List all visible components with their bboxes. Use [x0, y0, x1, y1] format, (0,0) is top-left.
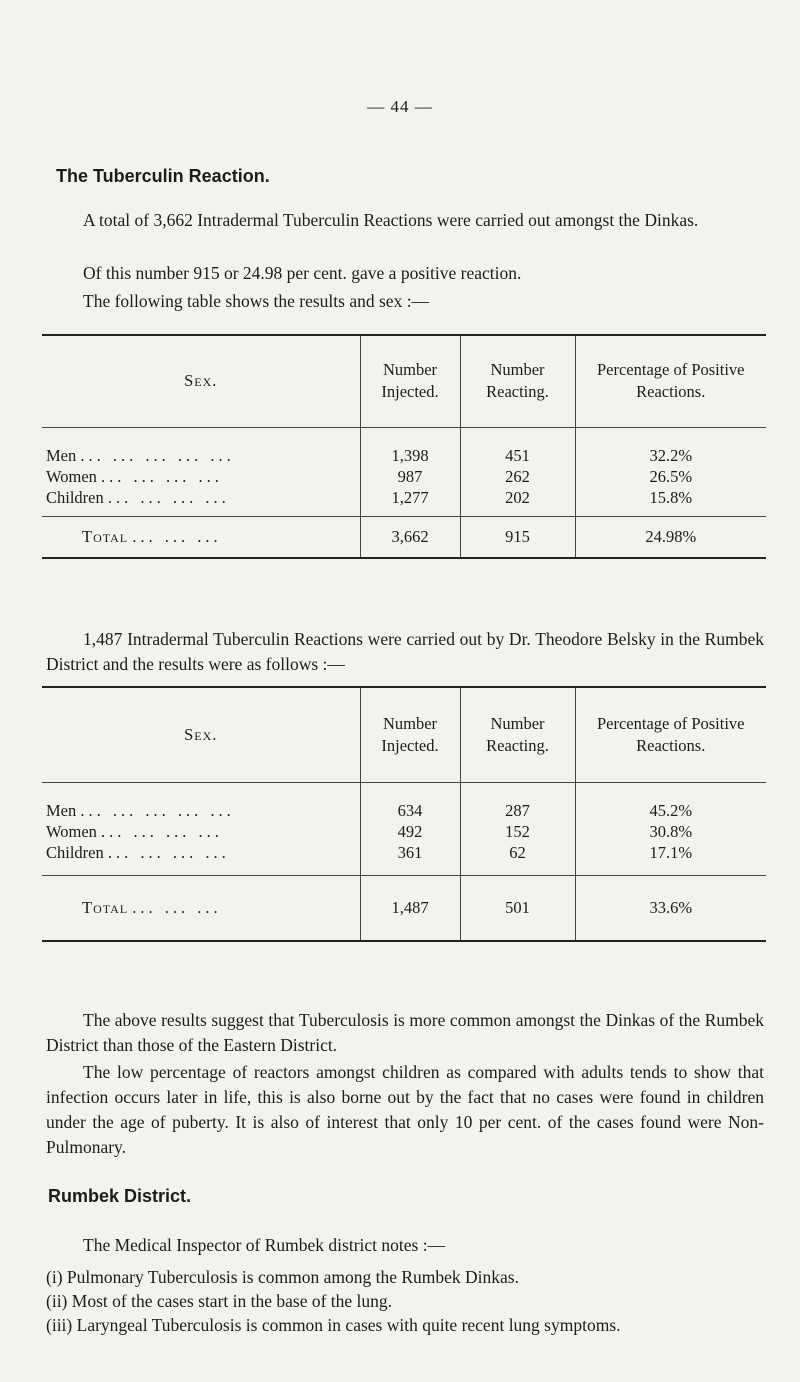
paragraph-inspector-notes: The Medical Inspector of Rumbek district notes :— — [83, 1235, 446, 1255]
list-item — [46, 1265, 766, 1289]
table-header-row — [42, 687, 766, 782]
column-header-sex: Sex. — [42, 687, 360, 782]
column-header-reacting: Number Reacting. — [460, 687, 575, 782]
row-label: Men — [46, 446, 77, 465]
total-percentage: 33.6% — [575, 875, 766, 941]
cell-percentage: 32.2% — [575, 445, 766, 466]
cell-percentage: 15.8% — [575, 487, 766, 508]
paragraph-rumbek-reactions: 1,487 Intradermal Tuberculin Reactions were carried out by Dr. Theodore Belsky in the Rumbek District and the results were as follows :— — [46, 629, 764, 674]
leader-dots: ... ... ... ... — [101, 822, 223, 841]
total-percentage: 24.98% — [575, 516, 766, 558]
row-label: Children — [46, 843, 104, 862]
row-label: Children — [46, 488, 104, 507]
table-row — [42, 821, 766, 842]
note-number: (i) — [46, 1267, 63, 1287]
leader-dots: ... ... ... — [132, 527, 222, 547]
page-number: — 44 — — [367, 97, 433, 116]
table-total-row — [42, 516, 766, 558]
section-heading-rumbek: Rumbek District. — [48, 1186, 192, 1206]
total-reacting: 915 — [460, 516, 575, 558]
table-row — [42, 487, 766, 508]
note-number: (ii) — [46, 1291, 68, 1311]
row-label: Women — [46, 467, 97, 486]
table-total-row — [42, 875, 766, 941]
cell-percentage: 45.2% — [575, 800, 766, 821]
note-text: Pulmonary Tuberculosis is common among the Rumbek Dinkas. — [66, 1267, 519, 1287]
table-header-row — [42, 335, 766, 427]
column-header-sex: Sex. — [42, 335, 360, 427]
total-label: Total — [82, 527, 129, 547]
paragraph-table-intro: The following table shows the results and sex :— — [83, 291, 430, 311]
leader-dots: ... ... ... ... — [107, 488, 230, 507]
column-header-percentage: Percentage of Positive Reactions. — [575, 687, 766, 782]
cell-percentage: 30.8% — [575, 821, 766, 842]
cell-injected: 361 — [360, 842, 460, 863]
list-item — [46, 1289, 766, 1313]
cell-injected: 1,398 — [360, 445, 460, 466]
paragraph-low-percentage: The low percentage of reactors amongst children as compared with adults tends to show that infection occurs later in life, this is also borne out by the fact that no cases were found in children under the age of puberty. It is also of interest that only 10 per cent. of the cases found were Non-Pulmonary. — [46, 1062, 764, 1157]
leader-dots: ... ... ... ... ... — [80, 801, 235, 820]
table-row — [42, 842, 766, 863]
paragraph-total-reactions: A total of 3,662 Intradermal Tuberculin Reactions were carried out amongst the Dinkas. — [83, 210, 699, 230]
cell-reacting: 62 — [460, 842, 575, 863]
table-row — [42, 800, 766, 821]
leader-dots: ... ... ... ... ... — [80, 446, 235, 465]
column-header-injected: Number Injected. — [360, 335, 460, 427]
leader-dots: ... ... ... ... — [107, 843, 230, 862]
cell-reacting: 262 — [460, 466, 575, 487]
cell-percentage: 26.5% — [575, 466, 766, 487]
note-text: Most of the cases start in the base of the lung. — [71, 1291, 393, 1311]
total-injected: 3,662 — [360, 516, 460, 558]
total-label: Total — [82, 898, 129, 918]
cell-reacting: 152 — [460, 821, 575, 842]
cell-reacting: 451 — [460, 445, 575, 466]
cell-percentage: 17.1% — [575, 842, 766, 863]
cell-injected: 492 — [360, 821, 460, 842]
cell-injected: 1,277 — [360, 487, 460, 508]
leader-dots: ... ... ... ... — [101, 467, 223, 486]
results-table-rumbek — [42, 686, 766, 942]
notes-list — [46, 1265, 766, 1337]
total-reacting: 501 — [460, 875, 575, 941]
column-header-percentage: Percentage of Positive Reactions. — [575, 335, 766, 427]
note-text: Laryngeal Tuberculosis is common in cases with quite recent lung symptoms. — [76, 1315, 621, 1335]
table-row — [42, 445, 766, 466]
paragraph-positive-count: Of this number 915 or 24.98 per cent. gave a positive reaction. — [83, 263, 522, 283]
column-header-injected: Number Injected. — [360, 687, 460, 782]
note-number: (iii) — [46, 1315, 73, 1335]
leader-dots: ... ... ... — [132, 898, 222, 918]
cell-reacting: 287 — [460, 800, 575, 821]
table-row — [42, 466, 766, 487]
results-table-all — [42, 334, 766, 559]
paragraph-results-suggest: The above results suggest that Tuberculosis is more common amongst the Dinkas of the Rumbek District than those of the Eastern District. — [46, 1010, 764, 1055]
column-header-reacting: Number Reacting. — [460, 335, 575, 427]
row-label: Men — [46, 801, 77, 820]
row-label: Women — [46, 822, 97, 841]
total-injected: 1,487 — [360, 875, 460, 941]
section-heading-tuberculin: The Tuberculin Reaction. — [56, 166, 270, 186]
cell-reacting: 202 — [460, 487, 575, 508]
cell-injected: 634 — [360, 800, 460, 821]
list-item — [46, 1313, 766, 1337]
cell-injected: 987 — [360, 466, 460, 487]
